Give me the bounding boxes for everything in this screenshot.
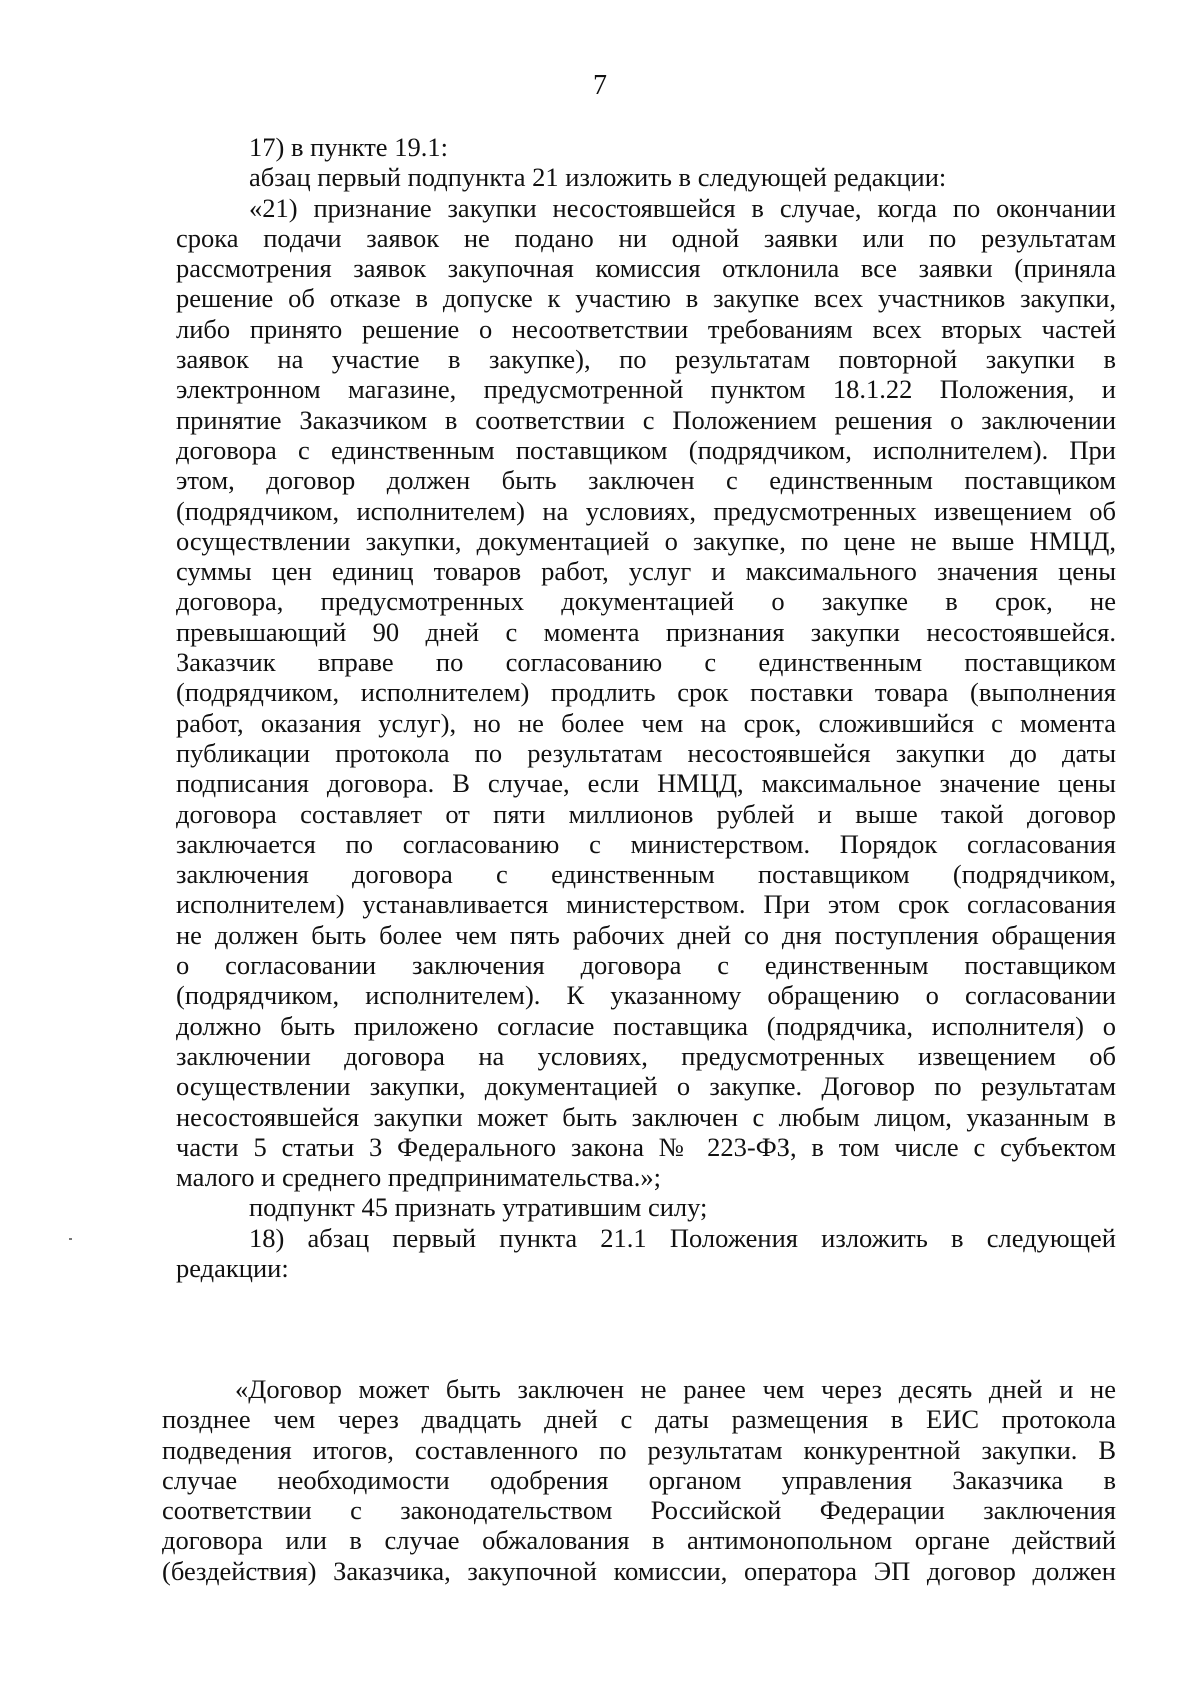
text-line: несостоявшейся закупки может быть заключен с любым лицом, указанным в [176,1101,1116,1132]
page-number: 7 [593,70,607,101]
text-line: должно быть приложено согласие поставщика (подрядчика, исполнителя) о [176,1010,1116,1041]
text-line: превышающий 90 дней с момента признания закупки несостоявшейся. [176,616,1116,647]
paragraph-item-18-heading: 18) абзац первый пункта 21.1 Положения изложить в следующей [249,1222,1116,1253]
amendment-text-17 [176,132,1116,1283]
text-line: публикации протокола по результатам несостоявшейся закупки до даты [176,737,1116,768]
text-line: решение об отказе в допуске к участию в закупке всех участников закупки, [176,283,1116,314]
text-line: заявок на участие в закупке), по результатам повторной закупки в [176,344,1116,375]
text-line: либо принято решение о несоответствии требованиям всех вторых частей [176,313,1116,344]
text-line: подведения итогов, составленного по результатам конкурентной закупки. В [162,1434,1116,1465]
amendment-text-18-quote [162,1374,1116,1586]
paragraph-item-17-heading: 17) в пункте 19.1: [249,132,448,162]
text-line: (подрядчиком, исполнителем) на условиях, предусмотренных извещением об [176,495,1116,526]
paragraph-intro: абзац первый подпункта 21 изложить в следующей редакции: [249,162,947,193]
text-line: Заказчик вправе по согласованию с единственным поставщиком [176,647,1116,678]
text-line: «Договор может быть заключен не ранее чем через десять дней и не [235,1374,1116,1404]
text-line: заключения договора с единственным поставщиком (подрядчиком, [176,859,1116,890]
text-line: исполнителем) устанавливается министерством. При этом срок согласования [176,889,1116,920]
text-line: срока подачи заявок не подано ни одной заявки или по результатам [176,222,1116,253]
scan-speck [69,1238,72,1240]
text-line: соответствии с законодательством Российской Федерации заключения [162,1495,1116,1526]
text-line: договора составляет от пяти миллионов рублей и выше такой договор [176,798,1116,829]
text-line: «21) признание закупки несостоявшейся в случае, когда по окончании [249,192,1116,223]
text-line: о согласовании заключения договора с единственным поставщиком [176,950,1116,981]
text-line: заключается по согласованию с министерством. Порядок согласования [176,828,1116,859]
text-line: не должен быть более чем пять рабочих дней со дня поступления обращения [176,919,1116,950]
text-line: части 5 статьи 3 Федерального закона № 223-ФЗ, в том числе с субъектом [176,1131,1116,1162]
text-line: электронном магазине, предусмотренной пунктом 18.1.22 Положения, и [176,374,1116,405]
text-line: осуществлении закупки, документацией о закупке, по цене не выше НМЦД, [176,525,1116,556]
text-line: осуществлении закупки, документацией о закупке. Договор по результатам [176,1071,1116,1102]
text-line: принятие Заказчиком в соответствии с Положением решения о заключении [176,404,1116,435]
text-line: подписания договора. В случае, если НМЦД, максимальное значение цены [176,768,1116,799]
text-line: заключении договора на условиях, предусмотренных извещением об [176,1040,1116,1071]
text-line: случае необходимости одобрения органом управления Заказчика в [162,1464,1116,1495]
paragraph-subitem-45: подпункт 45 признать утратившим силу; [249,1192,708,1223]
text-line: (подрядчиком, исполнителем). К указанному обращению о согласовании [176,980,1116,1011]
text-line: (бездействия) Заказчика, закупочной комиссии, оператора ЭП договор должен [162,1555,1116,1586]
text-line: договора или в случае обжалования в антимонопольном органе действий [162,1525,1116,1556]
text-line: договора с единственным поставщиком (подрядчиком, исполнителем). При [176,434,1116,465]
text-line: рассмотрения заявок закупочная комиссия отклонила все заявки (приняла [176,253,1116,284]
text-line: суммы цен единиц товаров работ, услуг и максимального значения цены [176,556,1116,587]
text-line-end: малого и среднего предпринимательства.»; [176,1162,662,1193]
text-line: (подрядчиком, исполнителем) продлить срок поставки товара (выполнения [176,677,1116,708]
text-line: договора, предусмотренных документацией о закупке в срок, не [176,586,1116,617]
text-line: этом, договор должен быть заключен с единственным поставщиком [176,465,1116,496]
text-line: позднее чем через двадцать дней с даты размещения в ЕИС протокола [162,1404,1116,1435]
text-line-end: редакции: [176,1252,289,1283]
text-line: работ, оказания услуг), но не более чем на срок, сложившийся с момента [176,707,1116,738]
